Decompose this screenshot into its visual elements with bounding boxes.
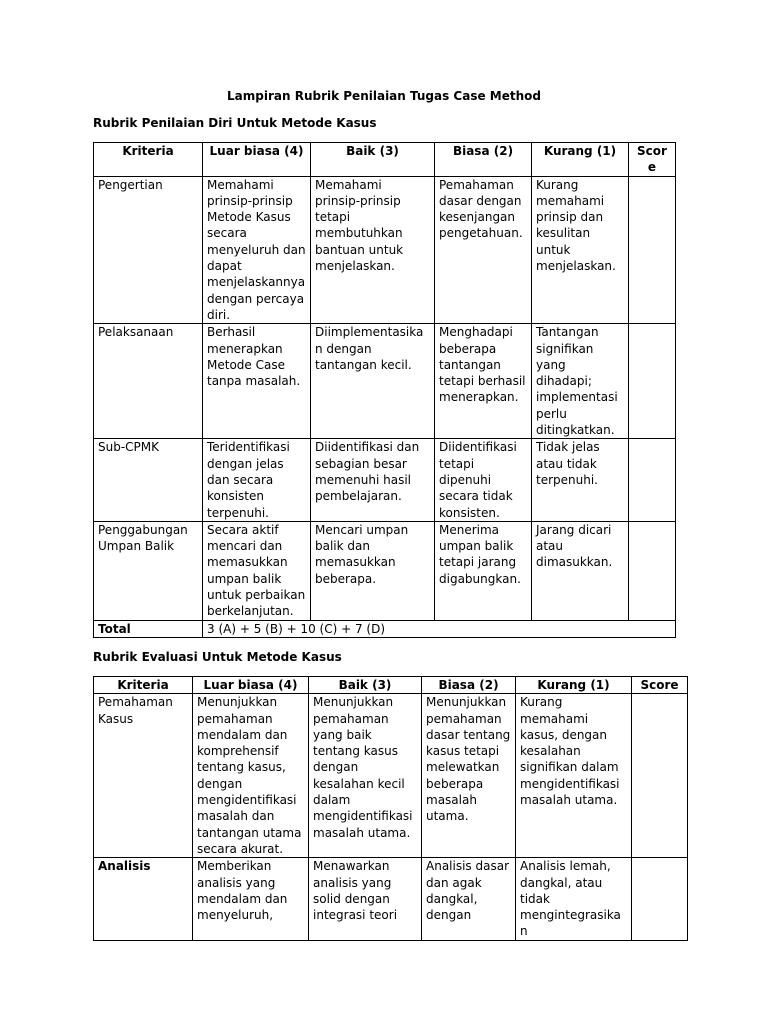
cell-biasa: Analisis dasar dan agak dangkal, dengan — [422, 858, 516, 940]
document-title: Lampiran Rubrik Penilaian Tugas Case Method — [227, 89, 541, 103]
table-header-row — [94, 143, 676, 177]
cell-criteria: Pelaksanaan — [94, 324, 203, 439]
header-luar-biasa: Luar biasa (4) — [203, 143, 311, 177]
cell-biasa: Menunjukkan pemahaman dasar tentang kasus tetapi melewatkan beberapa masalah utama. — [422, 694, 516, 858]
cell-biasa: Menghadapi beberapa tantangan tetapi berhasil menerapkan. — [435, 324, 532, 439]
cell-kurang: Tantangan signifikan yang dihadapi; implementasi perlu ditingkatkan. — [532, 324, 629, 439]
rubric1-title: Rubrik Penilaian Diri Untuk Metode Kasus — [93, 116, 377, 130]
cell-baik: Mencari umpan balik dan memasukkan beberapa. — [311, 521, 435, 620]
cell-criteria: Sub-CPMK — [94, 439, 203, 521]
cell-score — [632, 858, 688, 940]
cell-luar-biasa: Berhasil menerapkan Metode Case tanpa masalah. — [203, 324, 311, 439]
header-baik: Baik (3) — [309, 677, 422, 694]
cell-luar-biasa: Menunjukkan pemahaman mendalam dan komprehensif tentang kasus, dengan mengidentifikasi masalah dan tantangan utama secara akurat. — [193, 694, 309, 858]
cell-score — [629, 521, 676, 620]
cell-biasa: Pemahaman dasar dengan kesenjangan pengetahuan. — [435, 176, 532, 324]
table-row — [94, 324, 676, 439]
table-row — [94, 694, 688, 858]
cell-score — [632, 694, 688, 858]
cell-score — [629, 324, 676, 439]
cell-kurang: Kurang memahami prinsip dan kesulitan untuk menjelaskan. — [532, 176, 629, 324]
cell-luar-biasa: Secara aktif mencari dan memasukkan umpan balik untuk perbaikan berkelanjutan. — [203, 521, 311, 620]
table-row — [94, 858, 688, 940]
cell-biasa: Diidentifikasi tetapi dipenuhi secara tidak konsisten. — [435, 439, 532, 521]
cell-criteria: Penggabungan Umpan Balik — [94, 521, 203, 620]
cell-score — [629, 176, 676, 324]
cell-kurang: Jarang dicari atau dimasukkan. — [532, 521, 629, 620]
cell-kurang: Kurang memahami kasus, dengan kesalahan signifikan dalam mengidentifikasi masalah utama. — [516, 694, 632, 858]
cell-biasa: Menerima umpan balik tetapi jarang digabungkan. — [435, 521, 532, 620]
header-kriteria: Kriteria — [94, 677, 193, 694]
header-kurang: Kurang (1) — [516, 677, 632, 694]
total-label: Total — [94, 620, 203, 637]
total-formula: 3 (A) + 5 (B) + 10 (C) + 7 (D) — [203, 620, 676, 637]
rubric2-title: Rubrik Evaluasi Untuk Metode Kasus — [93, 650, 342, 664]
header-biasa: Biasa (2) — [422, 677, 516, 694]
cell-criteria: Pemahaman Kasus — [94, 694, 193, 858]
cell-baik: Diimplementasikan dengan tantangan kecil. — [311, 324, 435, 439]
cell-kurang: Analisis lemah, dangkal, atau tidak mengintegrasikan — [516, 858, 632, 940]
header-luar-biasa: Luar biasa (4) — [193, 677, 309, 694]
cell-baik: Menawarkan analisis yang solid dengan integrasi teori — [309, 858, 422, 940]
cell-criteria: Analisis — [94, 858, 193, 940]
rubric2-table — [93, 676, 688, 941]
cell-baik: Menunjukkan pemahaman yang baik tentang kasus dengan kesalahan kecil dalam mengidentifikasi masalah utama. — [309, 694, 422, 858]
header-kurang: Kurang (1) — [532, 143, 629, 177]
header-kriteria: Kriteria — [94, 143, 203, 177]
cell-baik: Diidentifikasi dan sebagian besar memenuhi hasil pembelajaran. — [311, 439, 435, 521]
cell-luar-biasa: Memberikan analisis yang mendalam dan menyeluruh, — [193, 858, 309, 940]
cell-criteria: Pengertian — [94, 176, 203, 324]
table-row — [94, 176, 676, 324]
header-biasa: Biasa (2) — [435, 143, 532, 177]
cell-luar-biasa: Memahami prinsip-prinsip Metode Kasus secara menyeluruh dan dapat menjelaskannya dengan percaya diri. — [203, 176, 311, 324]
header-score: Score — [629, 143, 676, 177]
cell-kurang: Tidak jelas atau tidak terpenuhi. — [532, 439, 629, 521]
header-score: Score — [632, 677, 688, 694]
rubric1-table — [93, 142, 676, 638]
cell-baik: Memahami prinsip-prinsip tetapi membutuhkan bantuan untuk menjelaskan. — [311, 176, 435, 324]
table-row — [94, 521, 676, 620]
cell-luar-biasa: Teridentifikasi dengan jelas dan secara konsisten terpenuhi. — [203, 439, 311, 521]
table-header-row — [94, 677, 688, 694]
header-baik: Baik (3) — [311, 143, 435, 177]
table-row — [94, 439, 676, 521]
total-row — [94, 620, 676, 637]
cell-score — [629, 439, 676, 521]
